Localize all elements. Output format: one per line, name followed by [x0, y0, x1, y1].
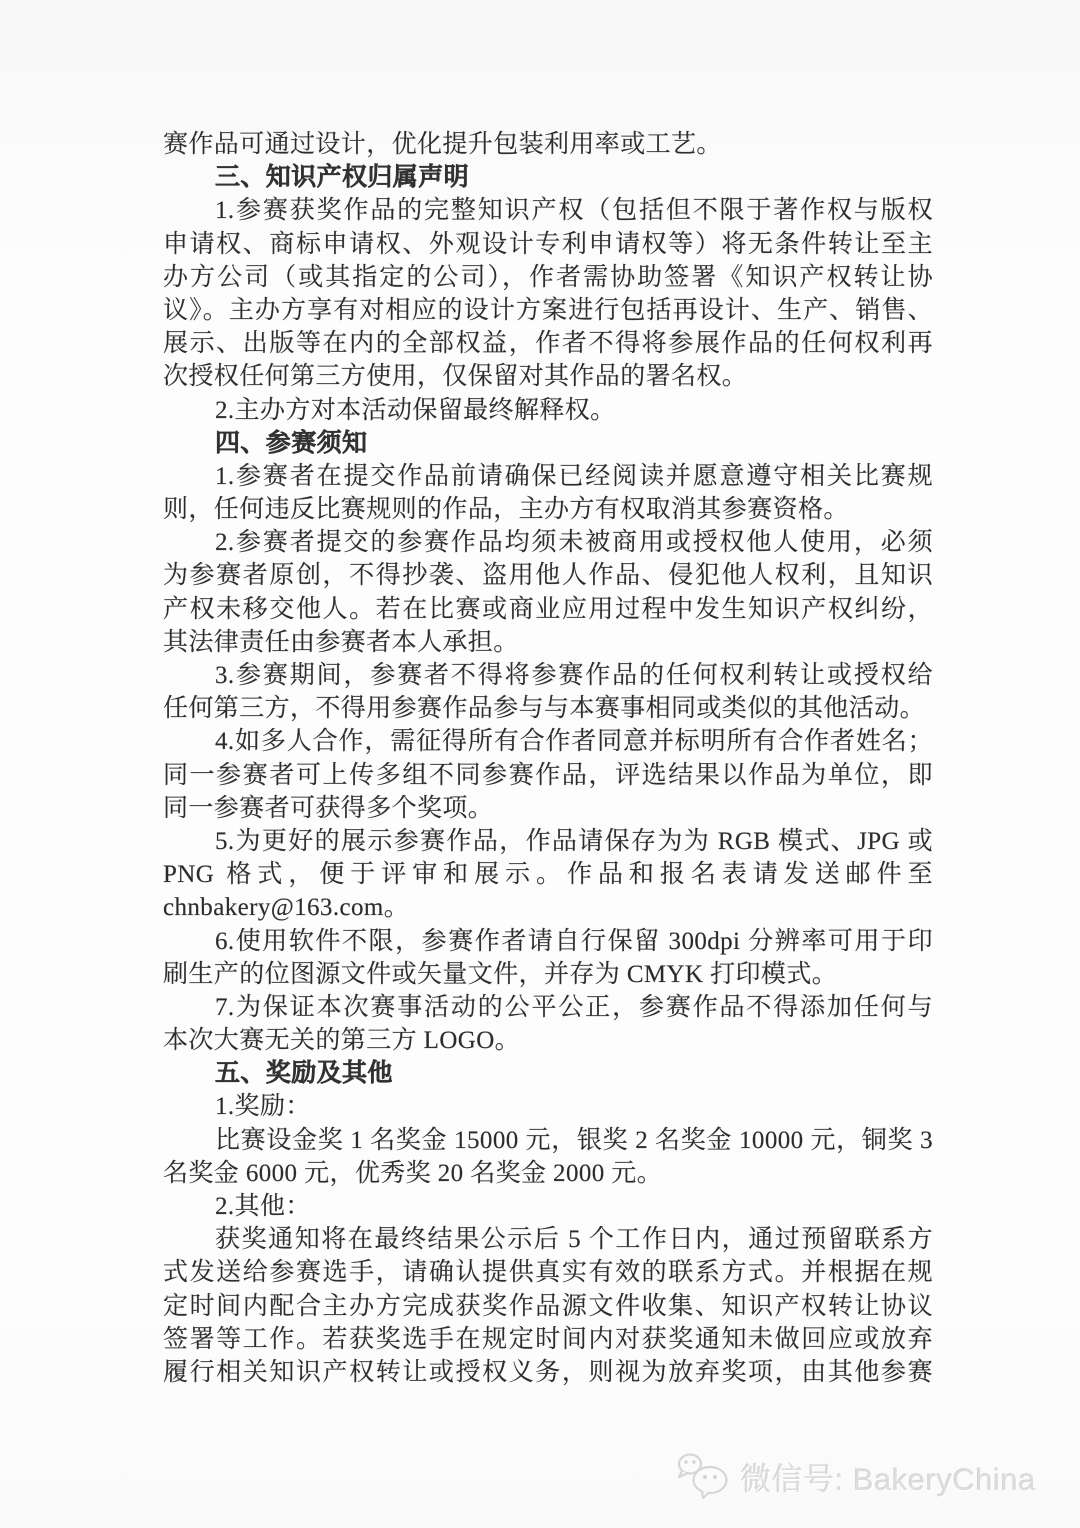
- text-line: 则，任何违反比赛规则的作品，主办方有权取消其参赛资格。: [163, 496, 849, 524]
- text-line: 7.为保证本次赛事活动的公平公正，参赛作品不得添加任何与: [215, 993, 933, 1021]
- text-line: 4.如多人合作，需征得所有合作者同意并标明所有合作者姓名；: [215, 728, 933, 756]
- text-line: 履行相关知识产权转让或授权义务，则视为放弃奖项，由其他参赛: [163, 1358, 933, 1386]
- text-line: 为参赛者原创，不得抄袭、盗用他人作品、侵犯他人权利，且知识: [163, 562, 933, 590]
- section-heading: 四、参赛须知: [215, 429, 368, 457]
- text-line: 名奖金 6000 元，优秀奖 20 名奖金 2000 元。: [163, 1159, 663, 1187]
- text-line: 获奖通知将在最终结果公示后 5 个工作日内，通过预留联系方: [215, 1226, 933, 1254]
- text-line: 赛作品可通过设计，优化提升包装利用率或工艺。: [163, 131, 722, 158]
- text-line: 刷生产的位图源文件或矢量文件，并存为 CMYK 打印模式。: [163, 960, 838, 988]
- text-line: 式发送给参赛选手，请确认提供真实有效的联系方式。并根据在规: [163, 1259, 933, 1287]
- text-line: 比赛设金奖 1 名奖金 15000 元，银奖 2 名奖金 10000 元，铜奖 3: [215, 1126, 933, 1154]
- text-line: 产权未移交他人。若在比赛或商业应用过程中发生知识产权纠纷，: [163, 595, 933, 623]
- text-line: 其法律责任由参赛者本人承担。: [163, 628, 519, 656]
- text-line: PNG 格式，便于评审和展示。作品和报名表请发送邮件至: [163, 861, 933, 889]
- text-line: 3.参赛期间，参赛者不得将参赛作品的任何权利转让或授权给: [215, 662, 933, 689]
- text-line: 展示、出版等在内的全部权益，作者不得将参展作品的任何权利再: [163, 330, 933, 358]
- watermark-label: 微信号: BakeryChina: [740, 1461, 1036, 1497]
- text-line: 1.参赛获奖作品的完整知识产权（包括但不限于著作权与版权: [215, 197, 933, 225]
- text-line: 次授权任何第三方使用，仅保留对其作品的署名权。: [163, 363, 748, 391]
- text-line: 任何第三方，不得用参赛作品参与与本赛事相同或类似的其他活动。: [163, 695, 926, 723]
- text-line: 同一参赛者可上传多组不同参赛作品，评选结果以作品为单位，即: [163, 761, 933, 789]
- text-line: 议》。主办方享有对相应的设计方案进行包括再设计、生产、销售、: [163, 296, 933, 324]
- text-line: 本次大赛无关的第三方 LOGO。: [163, 1027, 521, 1055]
- text-line: 同一参赛者可获得多个奖项。: [163, 794, 494, 822]
- text-line: 1.奖励：: [215, 1093, 311, 1121]
- document-body: [163, 128, 933, 1389]
- text-line: 5.为更好的展示参赛作品，作品请保存为为 RGB 模式、JPG 或: [215, 827, 933, 855]
- text-line: 办方公司（或其指定的公司），作者需协助签署《知识产权转让协: [163, 263, 933, 291]
- text-line: 1.参赛者在提交作品前请确保已经阅读并愿意遵守相关比赛规: [215, 462, 933, 490]
- text-line: 2.主办方对本活动保留最终解释权。: [215, 396, 616, 424]
- text-line: 签署等工作。若获奖选手在规定时间内对获奖通知未做回应或放弃: [163, 1325, 933, 1353]
- text-line: 2.其他：: [215, 1193, 311, 1220]
- section-heading: 五、奖励及其他: [215, 1060, 393, 1088]
- wechat-icon: [676, 1450, 732, 1502]
- text-line: chnbakery@163.com。: [163, 894, 410, 922]
- section-heading: 三、知识产权归属声明: [215, 164, 470, 192]
- text-line: 2.参赛者提交的参赛作品均须未被商用或授权他人使用，必须: [215, 529, 933, 557]
- text-line: 定时间内配合主办方完成获奖作品源文件收集、知识产权转让协议: [163, 1292, 933, 1320]
- text-line: 申请权、商标申请权、外观设计专利申请权等）将无条件转让至主: [163, 230, 933, 258]
- text-line: 6.使用软件不限，参赛作者请自行保留 300dpi 分辨率可用于印: [215, 927, 933, 955]
- watermark: [676, 1450, 1036, 1502]
